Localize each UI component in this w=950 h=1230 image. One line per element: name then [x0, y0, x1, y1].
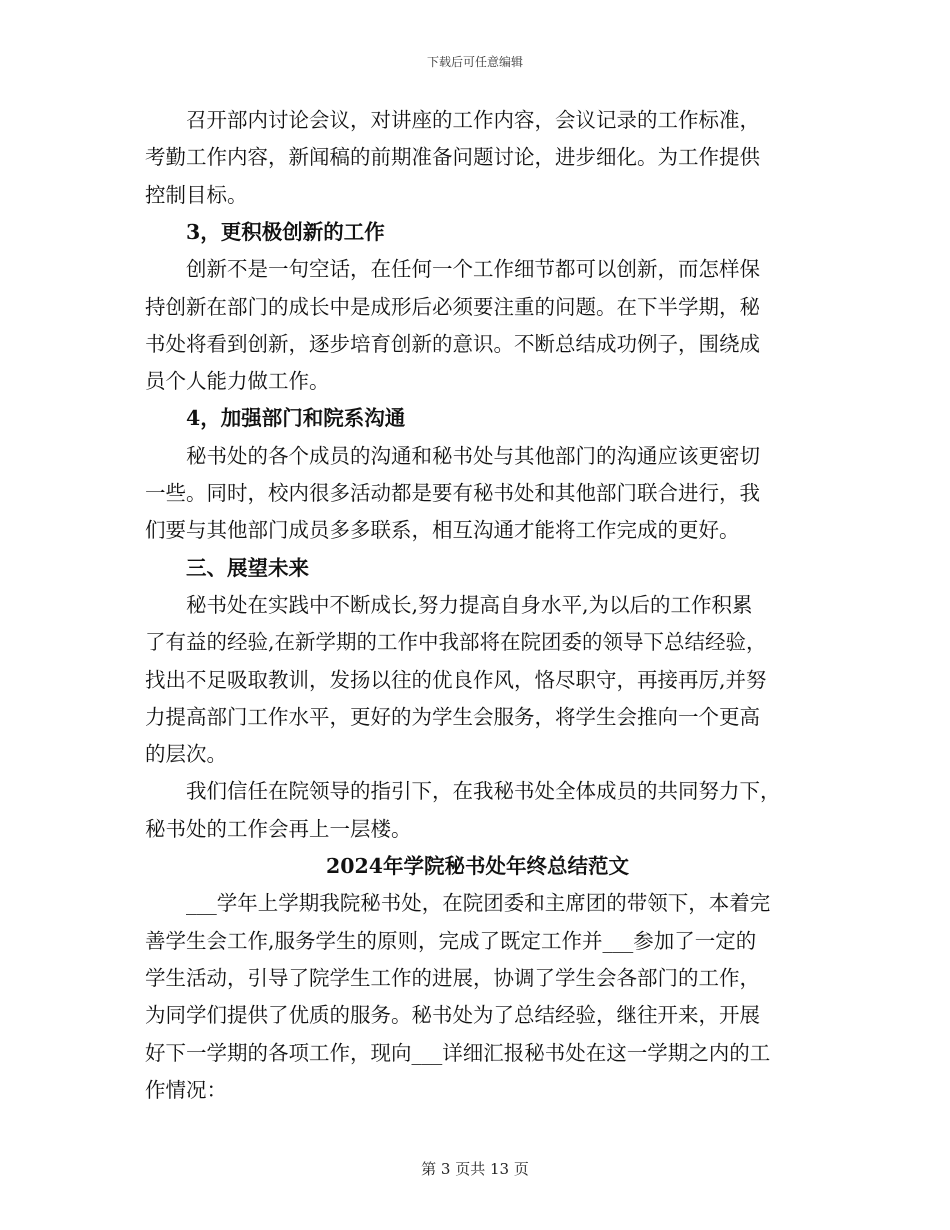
paragraph-line: 创新不是一句空话，在任何一个工作细节都可以创新，而怎样保 — [186, 257, 760, 282]
paragraph-line: 一些。同时，校内很多活动都是要有秘书处和其他部门联合进行，我 — [145, 481, 760, 505]
section-heading: 4，加强部门和院系沟通 — [186, 406, 406, 431]
paragraph-line: 找出不足吸取教训，发扬以往的优良作风，恪尽职守，再接再厉,并努 — [145, 667, 767, 692]
paragraph-line: 为同学们提供了优质的服务。秘书处为了总结经验，继往开来，开展 — [145, 1003, 760, 1028]
paragraph-line: 学生活动，引导了院学生工作的进展，协调了学生会各部门的工作， — [145, 965, 760, 990]
section-heading: 3，更积极创新的工作 — [186, 219, 385, 244]
page-header: 下载后可任意编辑 — [426, 55, 523, 69]
section-heading: 三、展望未来 — [186, 555, 309, 580]
paragraph-line: 员个人能力做工作。 — [145, 369, 330, 394]
paragraph-line: 持创新在部门的成长中是成形后必须要注重的问题。在下半学期，秘 — [145, 294, 760, 319]
paragraph-line: 秘书处的工作会再上一层楼。 — [145, 816, 412, 841]
paragraph-line: 秘书处的各个成员的沟通和秘书处与其他部门的沟通应该更密切 — [186, 443, 760, 468]
page-footer: 第 3 页共 13 页 — [421, 1160, 529, 1178]
paragraph-line: 好下一学期的各项工作，现向___详细汇报秘书处在这一学期之内的工 — [145, 1040, 771, 1065]
paragraph-line: 控制目标。 — [145, 182, 248, 207]
paragraph-line: 秘书处在实践中不断成长,努力提高自身水平,为以后的工作积累 — [186, 592, 753, 617]
paragraph-line: ___学年上学期我院秘书处，在院团委和主席团的带领下，本着完 — [186, 891, 771, 916]
paragraph-line: 考勤工作内容，新闻稿的前期准备问题讨论，进步细化。为工作提供 — [145, 145, 760, 170]
paragraph-line: 力提高部门工作水平，更好的为学生会服务，将学生会推向一个更高 — [145, 704, 760, 729]
document-title: 2024年学院秘书处年终总结范文 — [325, 854, 630, 878]
paragraph-line: 们要与其他部门成员多多联系，相互沟通才能将工作完成的更好。 — [145, 518, 740, 543]
paragraph-line: 了有益的经验,在新学期的工作中我部将在院团委的领导下总结经验， — [145, 630, 767, 655]
paragraph-line: 我们信任在院领导的指引下，在我秘书处全体成员的共同努力下， — [186, 779, 781, 804]
paragraph-line: 善学生会工作,服务学生的原则，完成了既定工作并___参加了一定的 — [145, 928, 757, 953]
paragraph-line: 作情况： — [145, 1077, 227, 1102]
paragraph-line: 的层次。 — [145, 742, 227, 767]
paragraph-line: 召开部内讨论会议，对讲座的工作内容，会议记录的工作标准， — [186, 108, 760, 132]
paragraph-line: 书处将看到创新，逐步培育创新的意识。不断总结成功例子，围绕成 — [145, 331, 760, 356]
